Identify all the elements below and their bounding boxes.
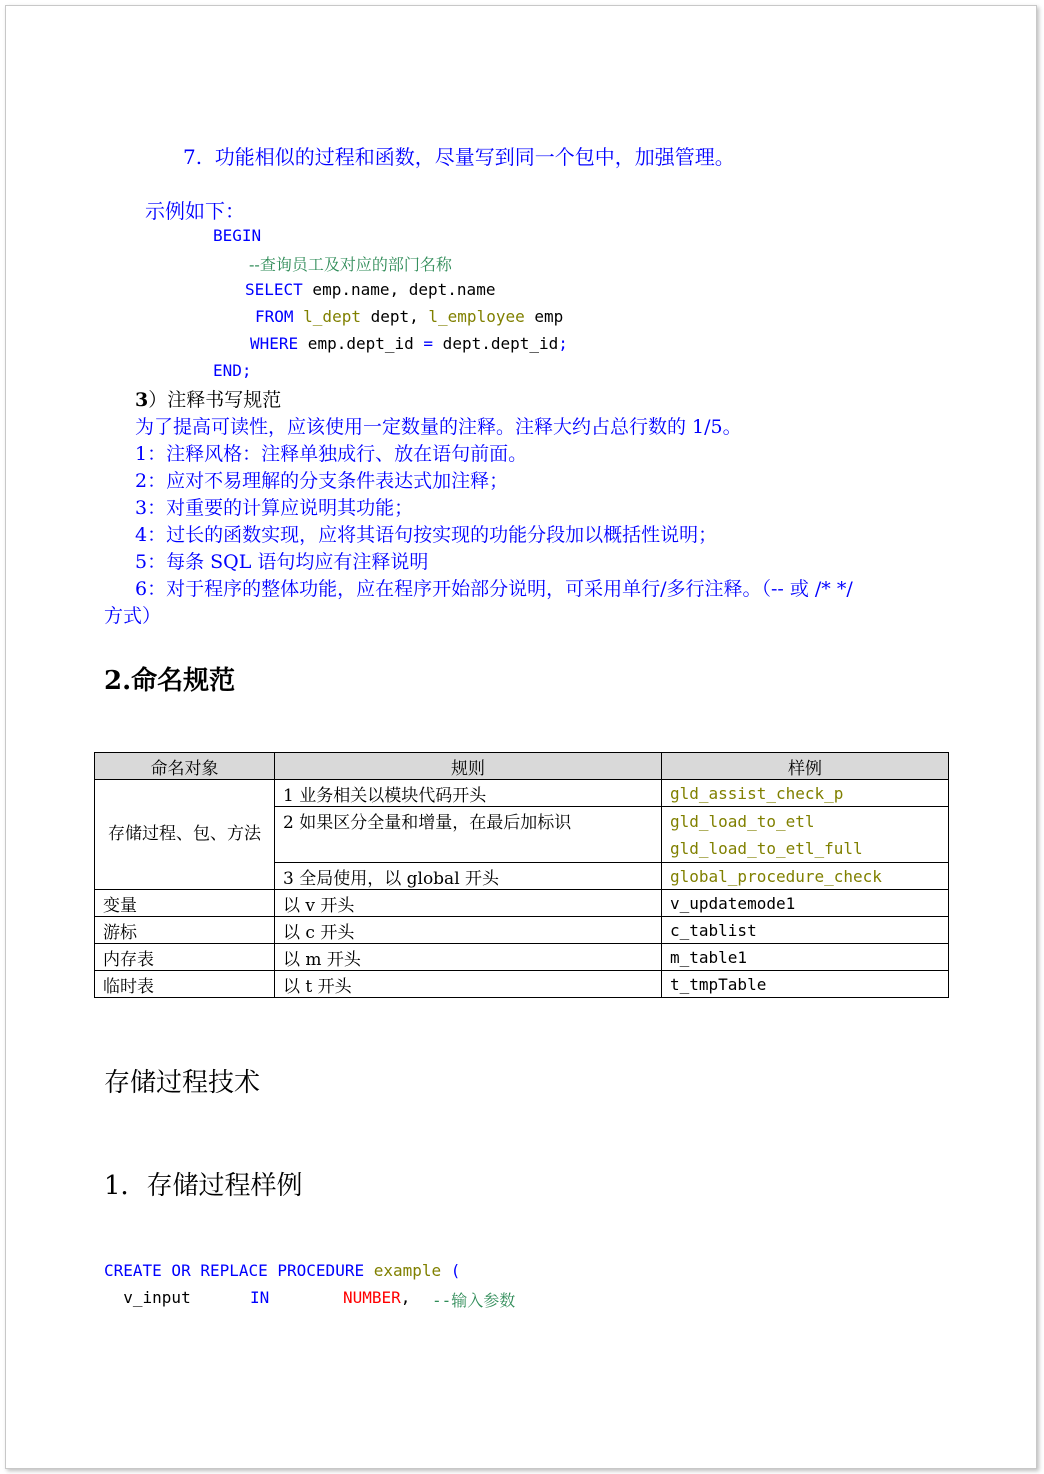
code2-create-kw: CREATE OR REPLACE PROCEDURE (104, 1261, 365, 1280)
code-where-rest2: dept.dept_id (433, 334, 559, 353)
sample-heading: 1．存储过程样例 (104, 1171, 303, 1201)
comment-rule-6-cont: 方式） (104, 605, 162, 627)
row-example: t_tmpTable (662, 971, 949, 998)
proc-example-2: gld_load_to_etl (670, 811, 815, 831)
comment-rule-4: 4：过长的函数实现，应将其语句按实现的功能分段加以概括性说明； (135, 524, 718, 546)
code-from-table2: l_employee (418, 307, 525, 326)
proc-example-3: gld_load_to_etl_full (670, 838, 863, 858)
comment-intro: 为了提高可读性，应该使用一定数量的注释。注释大约占总行数的 1/5。 (135, 416, 742, 438)
comment-rule-2: 2：应对不易理解的分支条件表达式加注释； (135, 470, 509, 492)
proc-example-1: gld_assist_check_p (662, 780, 949, 807)
naming-heading: 2.命名规范 (104, 666, 236, 696)
code2-param: v_input (104, 1288, 191, 1307)
row-object: 变量 (95, 890, 275, 917)
code-from-kw: FROM (255, 307, 294, 326)
code-begin: BEGIN (213, 226, 262, 245)
comment-heading-num: 3 (135, 389, 149, 411)
code-where-kw: WHERE (250, 334, 299, 353)
proc-rule-3: 3 全局使用，以 global 开头 (275, 863, 662, 890)
tech-heading: 存储过程技术 (104, 1068, 261, 1098)
code-select-line (245, 280, 495, 299)
code2-type-line (343, 1288, 410, 1307)
example-label: 示例如下： (145, 199, 245, 223)
row-object: 游标 (95, 917, 275, 944)
table-row (95, 917, 949, 944)
proc-example-2-cell (662, 807, 949, 863)
code-from-mid: dept, (360, 307, 419, 326)
table-row (95, 890, 949, 917)
row-object: 临时表 (95, 971, 275, 998)
code-where-line (250, 334, 568, 353)
code-where-eq: = (423, 334, 434, 353)
code-from-rest: emp (524, 307, 564, 326)
comment-rule-6: 6：对于程序的整体功能，应在程序开始部分说明，可采用单行/多行注释。（-- 或 /* */ (135, 578, 853, 600)
row-rule: 以 v 开头 (275, 890, 662, 917)
row-example: c_tablist (662, 917, 949, 944)
code2-create-line (104, 1261, 460, 1280)
code-where-semi: ; (558, 334, 568, 353)
proc-rule-2: 2 如果区分全量和增量，在最后加标识 (275, 807, 662, 863)
proc-example-4: global_procedure_check (662, 863, 949, 890)
comment-heading-text: ）注释书写规范 (148, 389, 282, 411)
comment-rule-1: 1：注释风格：注释单独成行、放在语句前面。 (135, 443, 528, 465)
code2-in-kw: IN (250, 1288, 270, 1307)
code-comment: --查询员工及对应的部门名称 (249, 255, 452, 274)
code-where-rest1: emp.dept_id (298, 334, 424, 353)
naming-table (94, 752, 949, 998)
comment-rule-3: 3：对重要的计算应说明其功能； (135, 497, 414, 519)
intro-item: 7. 功能相似的过程和函数，尽量写到同一个包中，加强管理。 (183, 145, 735, 169)
table-header-row (95, 753, 949, 780)
row-example: v_updatemode1 (662, 890, 949, 917)
comment-rule-5: 5：每条 SQL 语句均应有注释说明 (135, 551, 429, 573)
header-rule: 规则 (275, 753, 662, 780)
code-select-kw: SELECT (245, 280, 303, 299)
code-end: END; (213, 361, 252, 380)
header-example: 样例 (662, 753, 949, 780)
row-rule: 以 c 开头 (275, 917, 662, 944)
proc-rule-1: 1 业务相关以模块代码开头 (275, 780, 662, 807)
code2-comment: --输入参数 (432, 1291, 516, 1310)
document-page (5, 5, 1037, 1469)
table-row (95, 971, 949, 998)
table-row (95, 780, 949, 807)
row-rule: 以 m 开头 (275, 944, 662, 971)
code2-type: NUMBER (343, 1288, 401, 1307)
row-object: 内存表 (95, 944, 275, 971)
table-row (95, 944, 949, 971)
code2-comma: , (400, 1288, 411, 1307)
proc-object-cell: 存储过程、包、方法 (95, 780, 275, 890)
row-example: m_table1 (662, 944, 949, 971)
code-select-rest: emp.name, dept.name (302, 280, 496, 299)
row-rule: 以 t 开头 (275, 971, 662, 998)
code2-proc-name: example (364, 1261, 442, 1280)
comment-heading (135, 385, 281, 412)
code-from-table1: l_dept (293, 307, 361, 326)
header-object: 命名对象 (95, 753, 275, 780)
code-from-line (255, 307, 563, 326)
code2-paren: ( (441, 1261, 461, 1280)
